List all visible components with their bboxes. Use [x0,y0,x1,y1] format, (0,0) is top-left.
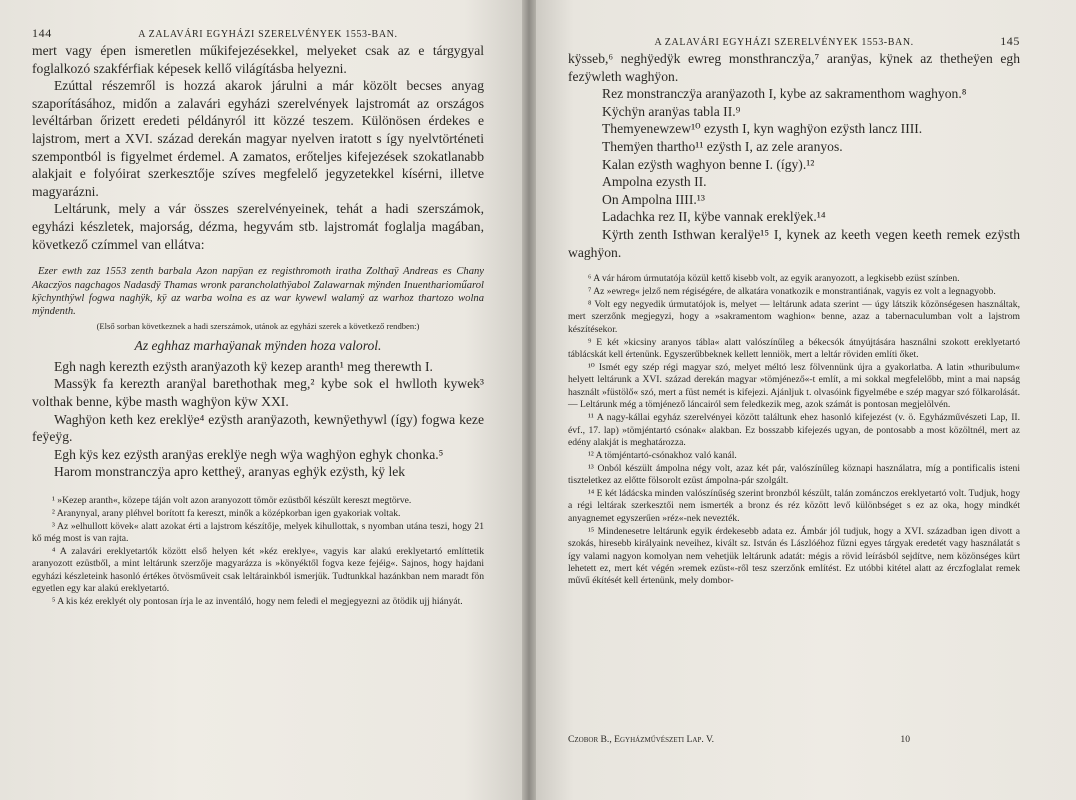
footnote: ¹ »Kezep aranth«, közepe táján volt azon aranyozott tömör ezüstből készült kereszt megtörve. [52,494,412,506]
inventory-item: Egh kÿs kez ezÿsth aranÿas ereklÿe negh wÿa waghÿon eghyk chonka.⁵ [54,446,444,462]
footnote: ⁷ Az »ewreg« jelző nem régiségére, de alkatára vonatkozik e monstrantiának, vagyis ez volt a legnagyobb. [588,286,996,298]
left-running-head [32,26,484,42]
inventory-item: Harom monstranczÿa apro kettheÿ, aranyas eghÿk ezÿsth, kÿ lek [54,464,406,480]
footnote: ¹⁰ Ismét egy szép régi magyar szó, melyet méltó lesz fölvennünk újra a gyakorlatba. A latin »thuribulum« helyett leltárunk a XVI. század derekán magyar »tömjénező«-t említ, a mi sokkal megfelelőbb, mint a mai napság használt »füstölő« szó, mert a füst nemét is kifejezi. Ajánljuk t. olvasóink figyelmébe e szép magyar szó fölkarolását. — Leltárunk még a tömjénező láncairól sem feledkezik meg, azok számát is pontosan megjelölvén. [568,361,1020,411]
right-closing-line: Kÿrth zenth Isthwan keralÿe¹⁵ I, kynek az keeth vegen keeth remek ezÿsth waghÿon. [568,226,1020,260]
footnote: ⁵ A kis kéz ereklyét oly pontosan írja le az inventáló, hogy nem feledi el megjegyezni az ötödik ujj hiányát. [52,596,463,608]
inventory-title-quote: Ezer ewth zaz 1553 zenth barbala Azon napÿan ez registhromoth iratha Zolthaÿ Andreas es Chany Akaczÿos nagchagos Nadasdÿ Thamas wronk parancholathÿabol Zalawarnak mÿnden Inuentharioműarol kÿchynthÿwl fogwa naghÿk, kÿ az warba wolna es az war kywewl walamÿ az warhoz thartozo wolna mÿndenth. [32,266,484,318]
left-page [0,0,528,800]
left-page-number: 144 [32,26,52,40]
footnote: ¹⁴ E két ládácska minden valószínűség szerint bronzból készült, talán zománczos ereklyetartó volt. Tudjuk, hogy a régi leltárak szerkesztői nem ismerték a bronz és réz között levő különbséget s ez az oka, hogy mindkét anyagnemet egyszerűen »réz«-nek nevezték. [568,488,1020,524]
footnote: ⁸ Volt egy negyedik úrmutatójok is, melyet — leltárunk adata szerint — úgy látszik közönségesen használtak, mert szerzőnk megjegyzi, hogy a »sakramentom waghion« benne, azaz a tabernaculumban volt a lajstrom készítésekor. [568,298,1020,335]
inventory-item: Egh nagh kerezth ezÿsth aranÿazoth kÿ kezep aranth¹ meg therewth I. [54,358,433,374]
footnote: ² Aranynyal, arany pléhvel borított fa kereszt, minők a középkorban igen gyakoriak voltak. [52,507,401,519]
left-running-title: A ZALAVÁRI EGYHÁZI SZERELVÉNYEK 1553-BAN. [138,29,398,40]
left-paragraph-2: Ezúttal részemről is hozzá akarok járulni a már közölt becses anyag szaporításához, midőn a zalavári egyházi szerelvények lajstromát az országos levéltárban őrizett eredeti példányról itt közzé teszem. Különösen érdekes e lajstrom, mert a XVI. század derekán magyar nyelven iratott s így nyelvtörténeti szempontból is figyelmet érdemel. A zamatos, erőteljes kifejezések szokatlanabb alakjait e folyóirat szerkesztője szíves megfelelő jegyzetekkel kísérni, illetve magyarázni. [32,78,484,199]
left-body-text [32,42,484,253]
inventory-item: Rez monstranczÿa aranÿazoth I, kybe az sakramenthom waghyon.⁸ [602,86,967,102]
footnote: ¹⁵ Mindenesetre leltárunk egyik érdekesebb adata ez. Ámbár jól tudjuk, hogy a XVI. században igen divott a szokás, hiresebb királyaink neveihez, kivált sz. István és Lászlóéhoz fűzni egyes tárgyak eredetét vagy használatát s így valami nagyon komolyan nem vehetjük leltárunk adatát: mégis a rövid leírásból sejdítve, nem közönséges kürt lehetett ez, mert két végén »remek ezüst«-ről tesz szerzőnk említést. Ez utóbbi kitétel alatt az érczfoglalat remek művű ékítését kell értenünk, mely dombor- [568,525,1020,587]
printer-signature: Czobor B., Egyházművészeti Lap. V. [568,734,715,745]
signature-number: 10 [900,734,910,745]
book-gutter [522,0,536,800]
left-footnotes [32,495,484,609]
inventory-item: On Ampolna IIII.¹³ [602,191,705,207]
left-paragraph-3: Leltárunk, mely a vár összes szerelvényeinek, tehát a hadi szerszámok, egyházi készletek, majorság, dézma, hegyvám stb. lajstromát foglalja magában, következő czímmel van ellátva: [32,201,484,252]
right-opening-line: kÿsseb,⁶ neghÿedÿk ewreg monsthranczÿa,⁷ aranÿas, kÿnek az thetheÿen egh fezÿwleth waghÿon. [568,51,1020,84]
footnote: ⁶ A vár három úrmutatója közül kettő kisebb volt, az egyik aranyozott, a legkisebb ezüst színben. [588,273,960,285]
footnote: ⁹ E két »kicsiny aranyos tábla« alatt valószínűleg a békecsók átnyújtására használni szokott ereklyetartó táblácskát kell értenünk. Egyszerűbbeknek kellett lenniök, mert a leltár röviden említi őket. [568,336,1020,361]
right-footnotes [568,273,1020,588]
right-page-number: 145 [1000,34,1020,48]
footnote: ¹² A tömjéntartó-csónakhoz való kanál. [588,449,737,461]
inventory-item: Massÿk fa kerezth aranÿal barethothak meg,² kybe sok el hwlloth kywek³ volthak benne, kÿbe masth waghÿon kÿw XXI. [32,376,484,409]
quote-note: (Első sorban következnek a hadi szerszámok, utánok az egyházi szerek a következő rendben:) [96,320,420,331]
footnote: ¹³ Onból készült ámpolna négy volt, azaz két pár, valószínűleg köznapi használatra, míg a pontificalis isteni tiszteletkez az előtte fölsorolt ezüst ámpolna-pár szolgált. [568,462,1020,487]
footnote: ⁴ A zalavári ereklyetartók között első helyen két »kéz ereklye«, vagyis kar alakú ereklyetartó említtetik aranyozott ezüstből, a mint leltárunk szerzője magyarázza is »könyéktől fogva keze fejéig«. Sajnos, hogy hajdani egyházi készleteink hasonló értékes ötvösműveit csak leltárainkból ismerjük. Tudtunkkal hazánkban nem maradt fön egyetlen egy kar alakú ereklyetartó. [32,546,484,595]
right-page-footer [568,734,1020,745]
section-subheading: Az eghhaz marhaÿanak mÿnden hoza valorol. [134,337,382,353]
left-paragraph-1: mert vagy épen ismeretlen műkifejezésekkel, melyeket csak az e tárgygyal foglalkozó szakférfiak képesek kellő világításba helyezni. [32,43,484,76]
inventory-item: Ampolna ezysth II. [602,174,707,190]
right-body-text [568,50,1020,261]
right-running-title: A ZALAVÁRI EGYHÁZI SZERELVÉNYEK 1553-BAN. [654,37,914,48]
inventory-item: Waghÿon keth kez ereklÿe⁴ ezÿsth aranÿazoth, kewnÿethywl (így) fogwa keze feÿeÿg. [32,411,484,445]
footnote: ¹¹ A nagy-kállai egyház szerelvényei között találtunk ehez hasonló kifejezést (v. ö. Egyházművészeti Lap, II. évf., 17. lap) »tömjéntartó csónak« alakban. Ez bosszabb kifejezés ugyan, de pontosabb a most közöltnél, mert az edény alakját is meghatározza. [568,412,1020,448]
right-page [530,0,1076,800]
left-inventory-list [32,358,484,481]
footnote: ³ Az »elhullott kövek« alatt azokat érti a lajstrom készítője, melyek kihullottak, s nyomban utána teszi, hogy 21 kő még most is van rajta. [32,520,484,545]
inventory-item: Themyenewzew¹⁰ ezysth I, kyn waghÿon ezÿsth lancz IIII. [602,121,923,137]
inventory-item: Ladachka rez II, kÿbe vannak ereklÿek.¹⁴ [602,209,826,225]
right-running-head [568,34,1020,50]
inventory-item: Kÿchÿn aranÿas tabla II.⁹ [602,103,741,119]
right-inventory-list [568,85,1020,226]
inventory-item: Kalan ezÿsth waghyon benne I. (így).¹² [602,156,815,172]
inventory-item: Themÿen thartho¹¹ ezÿsth I, az zele aranyos. [602,138,843,154]
